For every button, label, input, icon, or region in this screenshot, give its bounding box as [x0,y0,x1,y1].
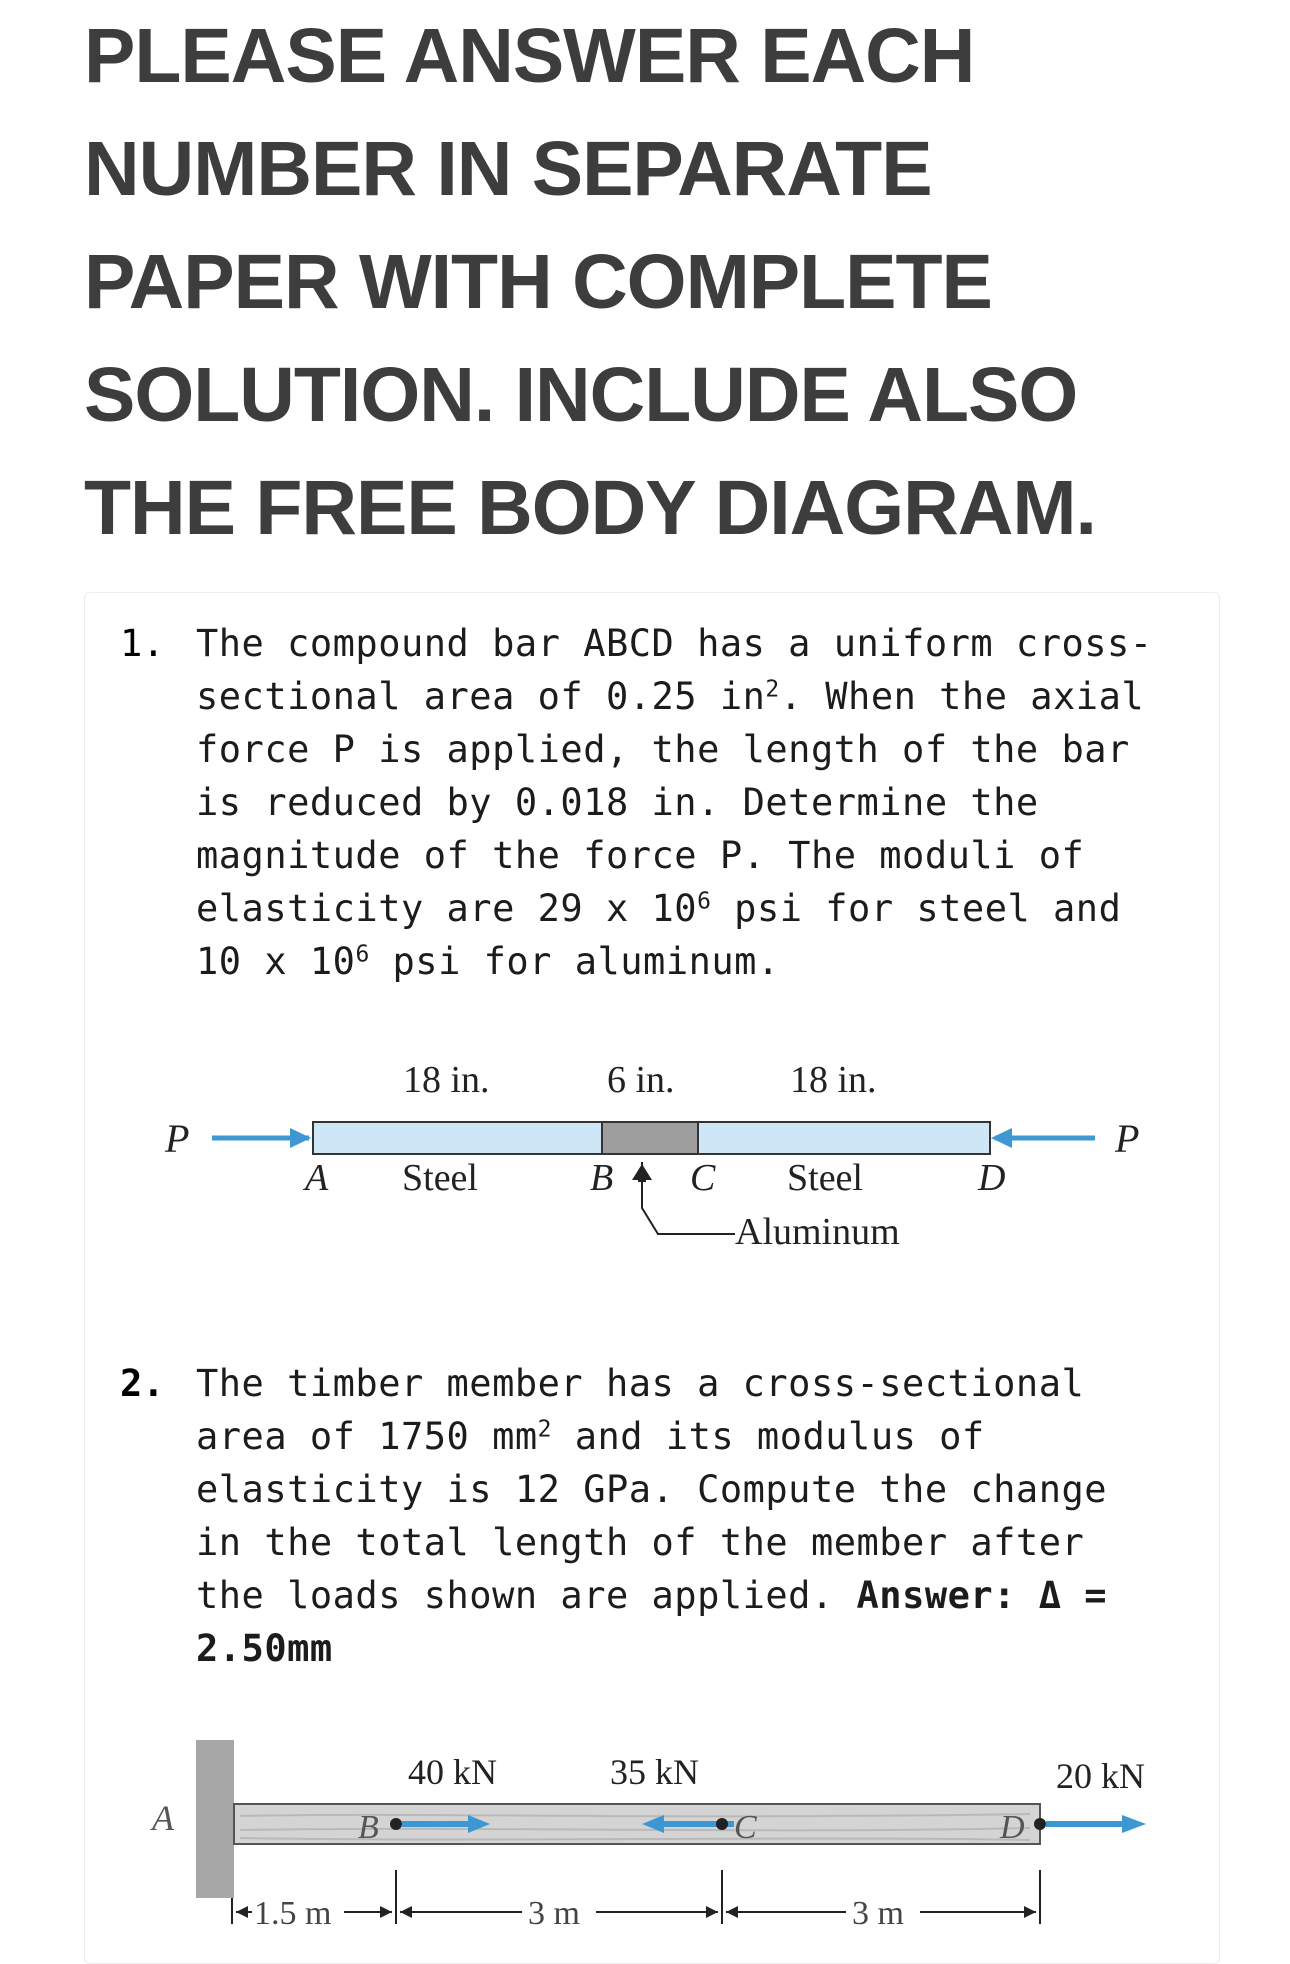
heading-line-2: NUMBER IN SEPARATE [84,126,932,212]
q1-number: 1. [120,622,165,665]
q2-line-4: in the total length of the member after [196,1521,1085,1564]
material-label-aluminum: Aluminum [735,1211,900,1253]
dim-label-1-5m: 1.5 m [254,1895,332,1932]
dim-label-2: 6 in. [607,1059,675,1101]
load-label-20kn: 20 kN [1056,1756,1145,1796]
q1-line-5: magnitude of the force P. The moduli of [196,834,1085,877]
q2-line-5: the loads shown are applied. Answer: Δ = [196,1574,1108,1617]
point-a-label: A [305,1157,329,1199]
heading-line-3: PAPER WITH COMPLETE [84,239,992,325]
point-c-label: C [734,1809,757,1846]
point-d-label: D [1000,1809,1025,1846]
aluminum-leader-line [642,1162,735,1234]
steel-segment-ab [313,1122,602,1154]
point-a-label: A [152,1798,174,1838]
compound-bar-figure [0,1040,1290,1280]
q1-line-3: force P is applied, the length of the bar [196,728,1130,771]
q2-answer-value: 2.50mm [196,1627,333,1670]
dim-label-3: 18 in. [790,1059,877,1101]
load-label-left: P [165,1116,190,1161]
dim-label-1: 18 in. [403,1059,490,1101]
material-label-steel-2: Steel [787,1157,863,1199]
q2-number: 2. [120,1362,165,1405]
heading-line-1: PLEASE ANSWER EACH [84,13,975,99]
q1-line-7: 10 x $10^6$ psi for aluminum. [196,940,780,983]
fixed-wall-support [196,1740,234,1898]
q1-line-6: elasticity are 29 x $10^6$ psi for steel and [196,887,1122,930]
q2-line-1: The timber member has a cross-sectional [196,1362,1085,1405]
point-b-label: B [590,1157,614,1199]
q2-line-3: elasticity is 12 GPa. Compute the change [196,1468,1108,1511]
load-label-35kn: 35 kN [610,1752,699,1792]
point-b-label: B [358,1809,379,1846]
steel-segment-cd [698,1122,990,1154]
heading-line-5: THE FREE BODY DIAGRAM. [84,465,1096,551]
heading-line-4: SOLUTION. INCLUDE ALSO [84,352,1078,438]
q1-line-4: is reduced by 0.018 in. Determine the [196,781,1039,824]
point-d-label: D [978,1157,1006,1199]
q1-line-1: The compound bar ABCD has a uniform cross- [196,622,1153,665]
timber-member-figure [0,1720,1290,1954]
material-label-steel-1: Steel [402,1157,478,1199]
aluminum-segment-bc [602,1122,698,1154]
point-c-label: C [690,1157,716,1199]
load-label-40kn: 40 kN [408,1752,497,1792]
q1-line-2: sectional area of 0.25 $in^2$. When the axial [196,675,1145,718]
dim-label-3m-2: 3 m [852,1895,904,1932]
load-label-right: P [1115,1116,1140,1161]
q2-line-2: area of 1750 $mm^2$ and its modulus of [196,1415,985,1458]
dim-label-3m-1: 3 m [528,1895,580,1932]
